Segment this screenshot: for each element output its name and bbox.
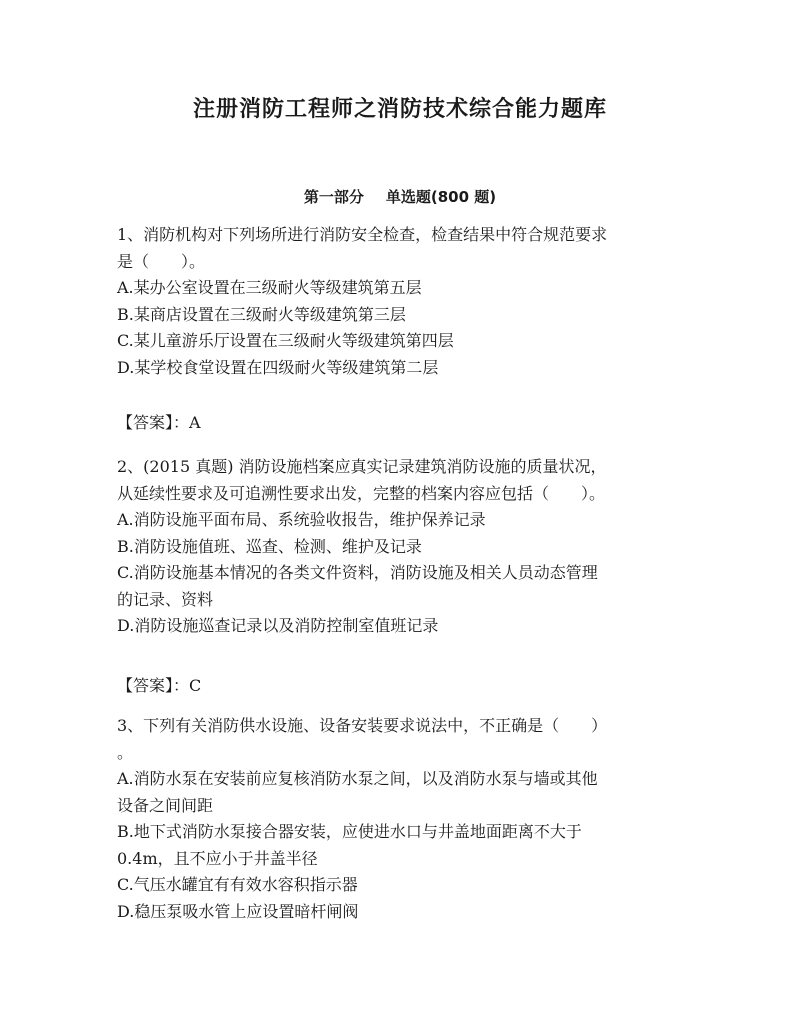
option-d: D.稳压泵吸水管上应设置暗杆闸阀 <box>117 901 359 921</box>
option-b: B.地下式消防水泵接合器安装，应使进水口与井盖地面距离不大于 <box>117 822 582 841</box>
question-stem-line: 从延续性要求及可追溯性要求出发，完整的档案内容应包括（ ）。 <box>117 483 606 503</box>
question-3 <box>117 713 687 925</box>
option-d: D.消防设施巡查记录以及消防控制室值班记录 <box>117 616 439 635</box>
option-a: A.某办公室设置在三级耐火等级建筑第五层 <box>117 278 422 297</box>
document-title: 注册消防工程师之消防技术综合能力题库 <box>192 97 607 122</box>
option-c: C.消防设施基本情况的各类文件资料，消防设施及相关人员动态管理 <box>117 563 598 582</box>
option-c: C.某儿童游乐厅设置在三级耐火等级建筑第四层 <box>117 331 454 350</box>
option-c-continued: 的记录、资料 <box>117 589 214 609</box>
option-c: C.气压水罐宜有有效水容积指示器 <box>117 875 358 894</box>
section-name: 单选题(800 题) <box>385 188 497 206</box>
question-stem-line: 。 <box>117 742 134 762</box>
section-part: 第一部分 <box>303 188 364 206</box>
section-heading <box>0 186 800 207</box>
answer-1: 【答案】：A <box>117 413 201 432</box>
option-d: D.某学校食堂设置在四级耐火等级建筑第二层 <box>117 357 439 377</box>
option-a: A.消防设施平面布局、系统验收报告，维护保养记录 <box>117 510 486 529</box>
question-stem-line: 2、(2015 真题) 消防设施档案应真实记录建筑消防设施的质量状况， <box>117 457 607 476</box>
question-stem-line: 3、下列有关消防供水设施、设备安装要求说法中，不正确是（ ） <box>117 716 608 735</box>
answer-2: 【答案】：C <box>117 676 202 695</box>
option-b: B.某商店设置在三级耐火等级建筑第三层 <box>117 304 406 324</box>
option-a-continued: 设备之间间距 <box>117 795 214 815</box>
question-stem-line: 是（ ）。 <box>117 251 206 271</box>
option-b: B.消防设施值班、巡查、检测、维护及记录 <box>117 536 422 556</box>
option-a: A.消防水泵在安装前应复核消防水泵之间，以及消防水泵与墙或其他 <box>117 769 598 788</box>
option-b-continued: 0.4m，且不应小于井盖半径 <box>117 848 318 868</box>
question-stem-line: 1、消防机构对下列场所进行消防安全检查，检查结果中符合规范要求 <box>117 225 608 244</box>
question-2 <box>117 454 687 640</box>
question-1 <box>117 222 687 381</box>
